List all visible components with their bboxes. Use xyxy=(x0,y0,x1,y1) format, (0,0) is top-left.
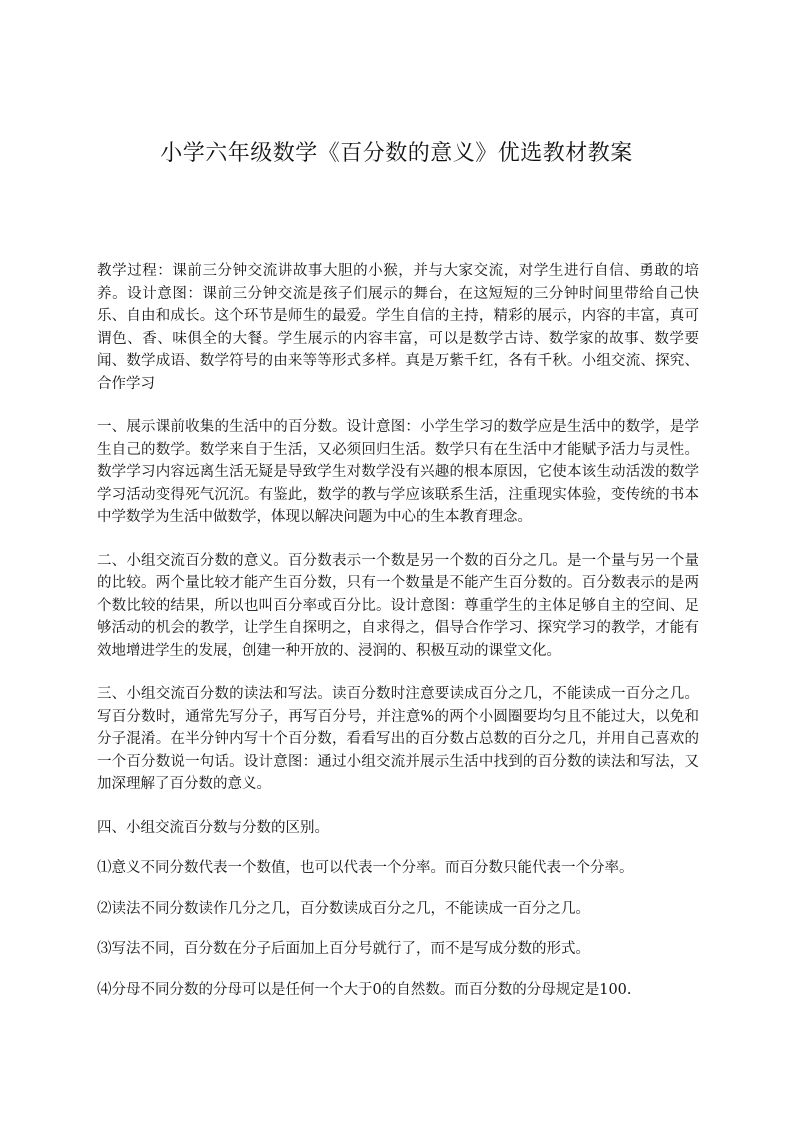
paragraph-section-three: 三、小组交流百分数的读法和写法。读百分数时注意要读成百分之几，不能读成一百分之几。写百分数时，通常先写分子，再写百分号，并注意%的两个小圆圈要均匀且不能过大，以免和分子混淆。在半分钟内写十个百分数，看看写出的百分数占总数的百分之几，并用自己喜欢的一个百分数说一句话。设计意图：通过小组交流并展示生活中找到的百分数的读法和写法，又加深理解了百分数的意义。 xyxy=(97,686,699,792)
paragraph-section-four: 四、小组交流百分数与分数的区别。 xyxy=(97,819,329,836)
document-body xyxy=(97,260,699,1019)
list-item-writing: ⑶写法不同，百分数在分子后面加上百分号就行了，而不是写成分数的形式。 xyxy=(97,941,590,957)
paragraph-section-two: 二、小组交流百分数的意义。百分数表示一个数是另一个数的百分之几。是一个量与另一个量的比较。两个量比较才能产生百分数，只有一个数量是不能产生百分数的。百分数表示的是两个数比较的结果，所以也叫百分率或百分比。设计意图：尊重学生的主体足够自主的空间、足够活动的机会的教学，让学生自探明之，自求得之，倡导合作学习、探究学习的教学，才能有效地增进学生的发展，创建一种开放的、浸润的、积极互动的课堂文化。 xyxy=(97,552,699,659)
list-item-denominator: ⑷分母不同分数的分母可以是任何一个大于0的自然数。而百分数的分母规定是100. xyxy=(97,981,632,998)
list-item-meaning: ⑴意义不同分数代表一个数值，也可以代表一个分率。而百分数只能代表一个分率。 xyxy=(97,860,634,876)
paragraph-teaching-process: 教学过程：课前三分钟交流讲故事大胆的小猴，并与大家交流，对学生进行自信、勇敢的培养。设计意图：课前三分钟交流是孩子们展示的舞台，在这短短的三分钟时间里带给自己快乐、自由和成长。这个环节是师生的最爱。学生自信的主持，精彩的展示，内容的丰富，真可谓色、香、味俱全的大餐。学生展示的内容丰富，可以是数学古诗、数学家的故事、数学要闻、数学成语、数学符号的由来等等形式多样。真是万紫千红，各有千秋。小组交流、探究、合作学习 xyxy=(97,263,699,392)
list-item-reading: ⑵读法不同分数读作几分之几，百分数读成百分之几，不能读成一百分之几。 xyxy=(97,900,590,917)
paragraph-section-one: 一、展示课前收集的生活中的百分数。设计意图：小学生学习的数学应是生活中的数学，是学生自己的数学。数学来自于生活，又必须回归生活。数学只有在生活中才能赋予活力与灵性。数学学习内容远离生活无疑是导致学生对数学没有兴趣的根本原因，它使本该生动活泼的数学学习活动变得死气沉沉。有鉴此，数学的教与学应该联系生活，注重现实体验，变传统的书本中学数学为生活中做数学，体现以解决问题为中心的生本教育理念。 xyxy=(97,419,699,525)
document-title: 小学六年级数学《百分数的意义》优选教材教案 xyxy=(160,141,633,166)
